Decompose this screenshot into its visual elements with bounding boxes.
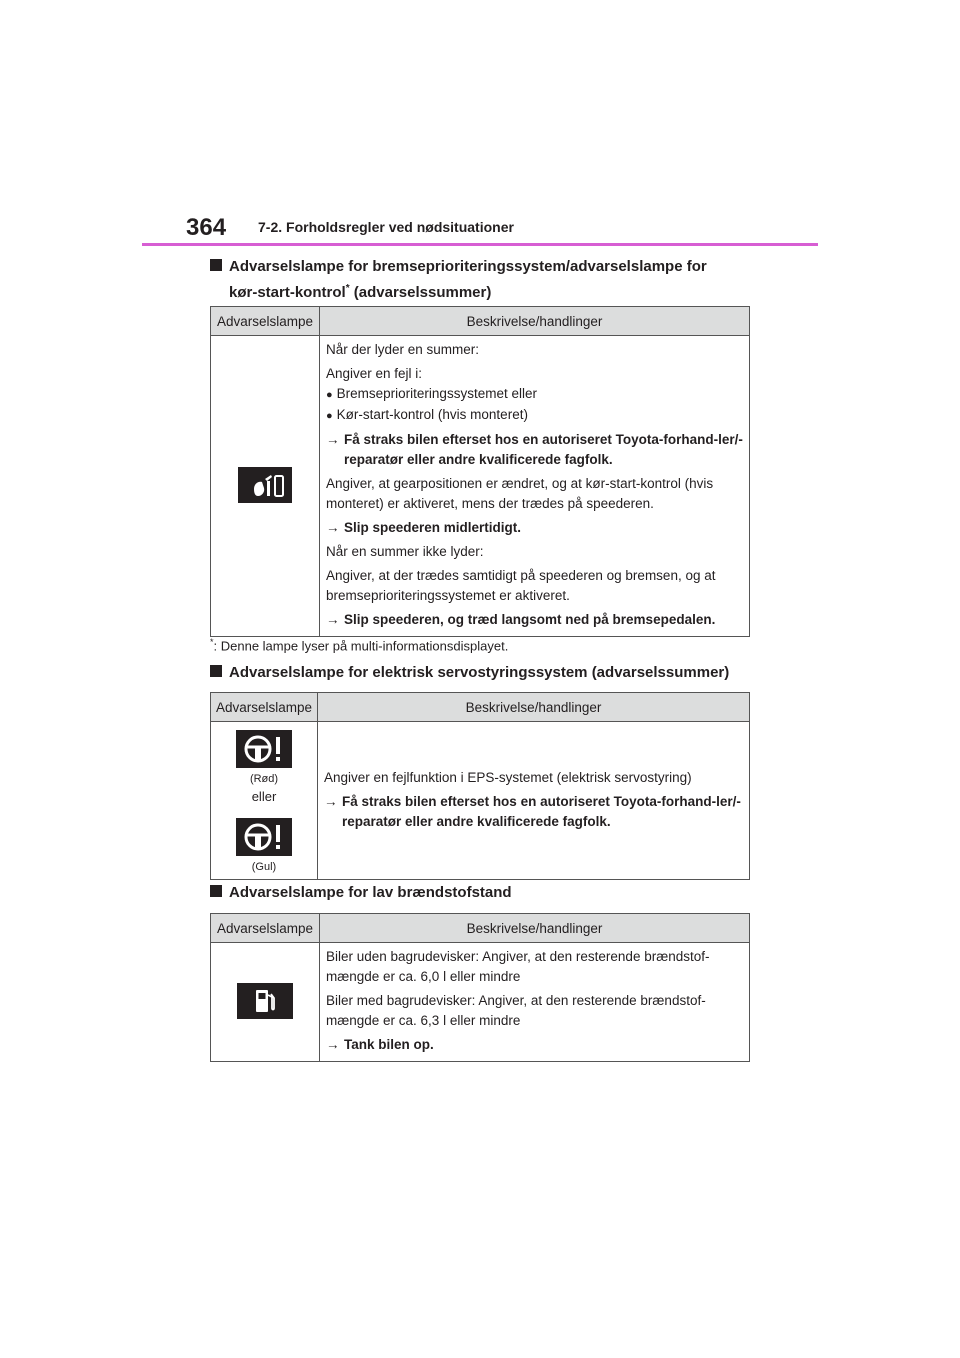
steering-wheel-warning-icon-yellow: [236, 818, 292, 856]
footnote: *: Denne lampe lyser på multi-informationsdisplayet.: [210, 637, 509, 654]
lamp-cell: [211, 336, 320, 637]
description-cell: Angiver en fejlfunktion i EPS-systemet (elektrisk servostyring) → Få straks bilen efterset hos en autoriseret Toyota-forhand-ler/-reparatør eller andre kvalificerede fagfolk.: [318, 722, 750, 880]
square-bullet-icon: [210, 259, 222, 271]
fuel-pump-icon: [237, 983, 293, 1019]
action-item: → Tank bilen op.: [326, 1035, 743, 1055]
description-cell: Biler uden bagrudevisker: Angiver, at den resterende brændstof-mængde er ca. 6,0 l eller mindre Biler med bagrudevisker: Angiver, at den resterende brændstof-mængde er ca. 6,3 l eller mindre → Tank bilen op.: [320, 943, 750, 1062]
warning-table-fuel: [210, 913, 750, 1062]
label-yellow: (Gul): [251, 861, 277, 873]
description-cell: Når der lyder en summer: Angiver en fejl i: ● Bremseprioriteringssystemet eller ● Kør-start-kontrol (hvis monteret) → Få straks bilen efterset hos en autoriseret Toyota-forhand-ler/-reparatør eller andre kvalificerede fagfolk. Angiver, at gearpositionen er ændret, og at kør-start-kontrol (hvis monteret) er aktiveret, mens der trædes på speederen. → Slip speederen midlertidigt. Når en summer ikke lyder: Angiver, at der trædes samtidigt på speederen og bremsen, og at bremseprioriteringssystemet er aktiveret. → Slip speederen, og træd langsomt ned på bremsepedalen.: [320, 336, 750, 637]
action-item: → Slip speederen, og træd langsomt ned på bremsepedalen.: [326, 610, 743, 630]
warning-table-brake-override: [210, 306, 750, 637]
column-header-lamp: Advarselslampe: [211, 307, 320, 336]
action-item: → Få straks bilen efterset hos en autoriseret Toyota-forhand-ler/-reparatør eller andre kvalificerede fagfolk.: [326, 432, 743, 467]
section-heading-brake-override: Advarselslampe for bremseprioriteringssystem/advarselslampe for kør-start-kontrol* (advarselssummer): [210, 256, 707, 304]
column-header-description: Beskrivelse/handlinger: [318, 693, 750, 722]
section-heading-fuel: Advarselslampe for lav brændstofstand: [210, 882, 512, 904]
column-header-description: Beskrivelse/handlinger: [320, 914, 750, 943]
action-item: → Få straks bilen efterset hos en autoriseret Toyota-forhand-ler/-reparatør eller andre kvalificerede fagfolk.: [324, 793, 741, 829]
square-bullet-icon: [210, 665, 222, 677]
column-header-lamp: Advarselslampe: [211, 914, 320, 943]
arrow-icon: →: [326, 612, 340, 627]
section-heading-eps: Advarselslampe for elektrisk servostyringssystem (advarselssummer): [210, 662, 729, 684]
steering-wheel-warning-icon-red: [236, 730, 292, 768]
header-rule: [142, 243, 818, 246]
arrow-icon: →: [326, 432, 340, 447]
warning-table-eps: [210, 692, 750, 880]
lamp-cell: [211, 722, 318, 880]
arrow-icon: →: [326, 1037, 340, 1052]
page-number: 364: [186, 214, 227, 241]
chapter-title: 7-2. Forholdsregler ved nødsituationer: [258, 219, 514, 235]
arrow-icon: →: [326, 520, 340, 535]
label-red: (Rød): [249, 773, 279, 785]
list-item: ● Bremseprioriteringssystemet eller: [326, 384, 743, 405]
brake-override-warning-icon: [238, 467, 292, 503]
column-header-lamp: Advarselslampe: [211, 693, 318, 722]
lamp-cell: [211, 943, 320, 1062]
arrow-icon: →: [324, 793, 338, 809]
square-bullet-icon: [210, 885, 222, 897]
list-item: ● Kør-start-kontrol (hvis monteret): [326, 405, 743, 426]
label-or: eller: [251, 789, 277, 804]
action-item: → Slip speederen midlertidigt.: [326, 518, 743, 538]
column-header-description: Beskrivelse/handlinger: [320, 307, 750, 336]
